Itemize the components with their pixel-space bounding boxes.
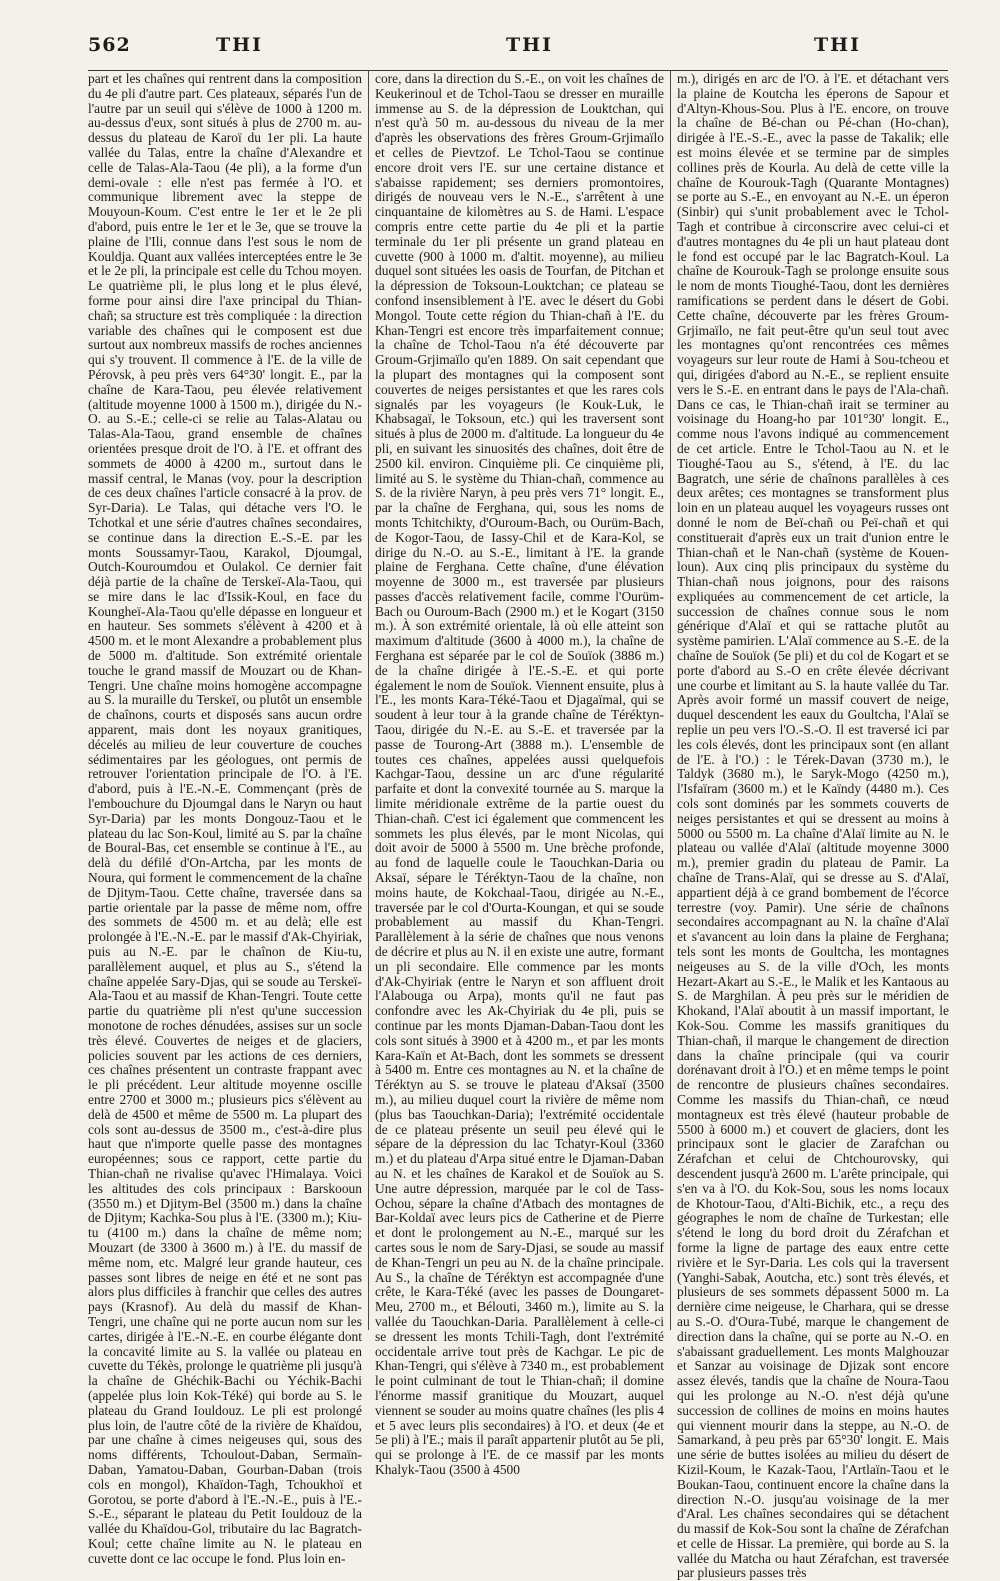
text-column-3 [677, 71, 949, 1581]
running-head-left: THI [216, 34, 263, 56]
column-2-text: core, dans la direction du S.-E., on voit les chaînes de Keukerinoul et de Tchol-Taou se dresser en muraille immense au S. de la dépression de Louktchan, qui n'est qu'à 50 m. au-dessous du niveau de la mer d'après les observations des frères Groum-Grjimaïlo et celles de Pievtzof. Le Tchol-Taou se continue encore droit vers l'E. sur une certaine distance et s'abaisse rapidement; ses derniers promontoires, dirigés de nouveau vers le N.-E., s'arrêtent à une cinquantaine de kilomètres au S. de Hami. L'espace compris entre cette partie du 4e pli et la partie terminale du 1er pli présente un grand plateau en cuvette (900 à 1000 m. d'altit. moyenne), au milieu duquel sont situées les oasis de Tourfan, de Pitchan et la dépression de Toksoun-Louktchan; ce plateau se confond insensiblement à l'E. avec le désert du Gobi Mongol. Toute cette région du Thian-chañ à l'E. du Khan-Tengri est encore très imparfaitement connue; la chaîne de Tchol-Taou n'a été découverte par Groum-Grjimaïlo qu'en 1889. On sait cependant que la plupart des montagnes qui la composent sont couvertes de neiges persistantes et que les rares cols signalés par les voyageurs (le Kouk-Luk, le Khabsagaï, le Toksoun, etc.) qui les traversent sont situés à plus de 2000 m. d'altitude. La longueur du 4e pli, en suivant les sinuosités des chaînes, doit être de 2500 kil. environ. Cinquième pli. Ce cinquième pli, limité au S. le système du Thian-chañ, commence au S. de la rivière Naryn, à peu près vers 71° longit. E., par la chaîne de Ferghana, qui, sous les noms de monts Tchitchikty, d'Ouroum-Bach, ou Ourüm-Bach, de Kogor-Taou, de Iassy-Chil et de Kara-Kol, se dirige du N.-O. au S.-E., limitant à l'E. la grande plaine de Ferghana. Cette chaîne, d'une élévation moyenne de 3000 m., est traversée par plusieurs passes d'accès relativement facile, comme l'Ourüm-Bach ou Ouroum-Bach (2900 m.) et le Kogart (3150 m.). À son extrémité orientale, là où elle atteint son maximum d'altitude (3600 à 4000 m.), la chaîne de Ferghana est séparée par le col de Souïok (3886 m.) de la chaîne dirigée à l'E.-S.-E. et qui porte également le nom de Souïok. Viennent ensuite, plus à l'E., les monts Kara-Téké-Taou et Djagaïmal, qui se soudent à leur tour à la grande chaîne de Téréktyn-Taou, dirigée du N.-E. au S.-E. et traversée par la passe de Tourong-Art (3888 m.). L'ensemble de toutes ces chaînes, appelées aussi quelquefois Kachgar-Taou, dessine un arc d'une régularité parfaite et dont la convexité tournée au S. marque la limite méridionale extrême de la partie ouest du Thian-chañ. C'est ici également que commencent les sommets les plus élevés, par le mont Nicolas, qui doit avoir de 5000 à 5500 m. Une brèche profonde, au fond de laquelle coule le Taouchkan-Daria ou Aksaï, sépare le Téréktyn-Taou de la chaîne, non moins haute, de Kokchaal-Taou, dirigée au N.-E., traversée par le col d'Ourta-Koungan, et qui se soude probablement au massif du Khan-Tengri. Parallèlement à la série de chaînes que nous venons de décrire et plus au N. il en existe une autre, formant un pli secondaire. Elle commence par les monts d'Ak-Chyiriak (entre le Naryn et son affluent droit l'Alabouga ou Arpa), monts qu'il ne faut pas confondre avec les Ak-Chyiriak du 4e pli, puis se continue par les monts Djaman-Daban-Taou dont les cols sont situés à 3900 et à 4200 m., et par les monts Kara-Kaïn et At-Bach, dont les sommets se dressent à 5400 m. Entre ces montagnes au N. et la chaîne de Téréktyn au S. se trouve le plateau d'Aksaï (3500 m.), au milieu duquel court la rivière de même nom (plus bas Taouchkan-Daria); l'extrémité occidentale de ce plateau présente un seuil peu élevé qui le sépare de la dépression du lac Tchatyr-Koul (3360 m.) et du plateau d'Arpa situé entre le Djaman-Daban au N. et les chaînes de Karakol et de Souïok au S. Une autre dépression, marquée par le col de Tass-Ochou, sépare la chaîne d'Atbach des montagnes de Bar-Koldaï avec leurs pics de Catherine et de Pierre et dont le prolongement au N.-E., marqué sur les cartes sous le nom de Sary-Djasi, se soude au massif de Khan-Tengri un peu au N. de la chaîne principale. Au S., la chaîne de Téréktyn est accompagnée d'une crête, le Kara-Téké (avec les passes de Doungaret-Meu, 2700 m., et Bélouti, 3460 m.), limite au S. la vallée du Taouchkan-Daria. Parallèlement à celle-ci se dressent les monts Tchili-Tagh, dont l'extrémité occidentale arrive tout près de Kachgar. Le pic de Khan-Tengri, qui s'élève à 7340 m., est probablement le point culminant de tout le Thian-chañ; il domine l'énorme massif granitique du Mouzart, auquel viennent se souder au moins quatre chaînes (les plis 4 et 5 avec leurs plis secondaires) à l'O. et deux (4e et 5e pli) à l'E.; mais il paraît appartenir plutôt au 5e pli, qui se prolonge à l'E. de ce massif par les monts Khalyk-Taou (3500 à 4500 [375, 71, 664, 1477]
text-column-2 [375, 71, 664, 1477]
column-divider-2 [670, 70, 671, 1330]
page-number: 562 [88, 34, 131, 56]
column-1-text: part et les chaînes qui rentrent dans la composition du 4e pli d'autre part. Ces plateaux, séparés l'un de l'autre par un seuil qui s'élève de 1000 à 1200 m. au-dessus d'eux, sont situés à plus de 2700 m. au-dessus du plateau de Karoï du 1er pli. La haute vallée du Talas, entre la chaîne d'Alexandre et celle de Talas-Ala-Taou (4e pli), a la forme d'un demi-ovale : elle n'est pas fermée à l'O. et communique librement avec la steppe de Mouyoun-Koum. C'est entre le 1er et le 2e pli d'abord, puis entre le 1er et le 3e, que se trouve la plaine de l'Ili, connue dans l'est sous le nom de Kouldja. Quant aux vallées interceptées entre le 3e et le 2e pli, la principale est celle du Tchou moyen. Le quatrième pli, le plus long et le plus élevé, forme pour ainsi dire l'axe principal du Thian-chañ; sa structure est très compliquée : la direction variable des chaînes qui le composent est due surtout aux nombreux massifs de roches anciennes qui s'y trouvent. Il commence à l'E. de la ville de Pérovsk, à peu près vers 64°30' longit. E., par la chaîne de Kara-Taou, peu élevée relativement (altitude moyenne 1000 à 1500 m.), dirigée du N.-O. au S.-E.; celle-ci se relie au Talas-Alatau ou Talas-Ala-Taou, grand ensemble de chaînes orientées presque droit de l'O. à l'E. et offrant des sommets de 4000 à 4200 m., surtout dans le massif central, le Manas (voy. pour la description de ces deux chaînes l'article consacré à la prov. de Syr-Daria). Le Talas, qui détache vers l'O. le Tchotkal et une série d'autres chaînes secondaires, se continue dans la direction E.-S.-E. par les monts Soussamyr-Taou, Karakol, Djoumgal, Outch-Kouroumdou et Oulakol. Ce dernier fait déjà partie de la chaîne de Terskeï-Ala-Taou, qui se mire dans le lac d'Issik-Koul, en face du Koungheï-Ala-Taou qu'elle dépasse en longueur et en hauteur. Ses sommets s'élèvent à 4200 et à 4500 m. et le mont Alexandre a probablement plus de 5000 m. d'altitude. Son extrémité orientale touche le grand massif de Mouzart ou de Khan-Tengri. Une chaîne moins homogène accompagne au S. la muraille du Terskeï, ou plutôt un ensemble de chaînons, courts et disposés sans aucun ordre apparent, mais dont les noyaux granitiques, décelés au milieu de leur couverture de couches sédimentaires par les géologues, ont permis de retrouver l'orientation principale de l'O. à l'E. d'abord, puis à l'E.-N.-E. Commençant (près de l'embouchure du Djoumgal dans le Naryn ou haut Syr-Daria) par les monts Dongouz-Taou et le plateau du lac Son-Koul, limité au S. par la chaîne de Boural-Bas, cet ensemble se continue à l'E., au delà du défilé d'On-Artcha, par les monts de Noura, qui forment le commencement de la chaîne de Djitym-Taou. Cette chaîne, traversée dans sa partie orientale par la passe de même nom, offre des sommets de 4500 m. et au delà; elle est prolongée à l'E.-N.-E. par le massif d'Ak-Chyiriak, puis au N.-E. par le chaînon de Kiu-tu, parallèlement auquel, et plus au S., s'étend la chaîne appelée Sary-Djas, qui se soude au Terskeï-Ala-Taou et au massif de Khan-Tengri. Toute cette partie du quatrième pli n'est qu'une succession monotone de roches dénudées, assises sur un socle très élevé. Couvertes de neiges et de glaciers, policies souvent par les actions de ces derniers, ces chaînes présentent un contraste frappant avec le pli précédent. Leur altitude moyenne oscille entre 2700 et 3000 m.; plusieurs pics s'élèvent au delà de 4500 et même de 5500 m. La plupart des cols sont au-dessus de 3500 m., c'est-à-dire plus haut que n'importe quelle passe des montagnes européennes; sous ce rapport, cette partie du Thian-chañ ne rivalise qu'avec l'Himalaya. Voici les altitudes des cols principaux : Barskooun (3550 m.) et Djitym-Bel (3500 m.) dans la chaîne de Djitym; Kachka-Sou plus à l'E. (3300 m.); Kiu-tu (4100 m.) dans la chaîne de même nom; Mouzart (de 3300 à 3600 m.) à l'E. du massif de même nom, etc. Malgré leur grande hauteur, ces passes sont libres de neige en été et ne sont pas alors plus difficiles à franchir que celles des autres pays (Krasnof). Au delà du massif de Khan-Tengri, une chaîne qui ne porte aucun nom sur les cartes, dirigée à l'E.-N.-E. en courbe élégante dont la concavité limite au S. la vallée ou plateau en cuvette du Tékès, prolonge le quatrième pli jusqu'à la chaîne de Ghéchik-Bachi ou Yéchik-Bachi (appelée plus loin Kok-Téké) qui borde au S. le plateau du Grand Iouldouz. Le pli est prolongé plus loin, de l'autre côté de la rivière de Khaïdou, par une chaîne à cimes neigeuses qui, sous des noms différents, Tchoulout-Daban, Sermaïn-Daban, Yamatou-Daban, Gourban-Daban (trois cols en mongol), Khaïdon-Tagh, Tchoukhoï et Gorotou, se porte d'abord à l'E.-N.-E., puis à l'E.-S.-E., séparant le plateau du Petit Iouldouz de la vallée du Khaïdou-Gol, tributaire du lac Bagratch-Koul; cette chaîne limite au N. le plateau en cuvette dont ce lac occupe le fond. Plus loin en- [88, 71, 362, 1566]
page-header [88, 26, 948, 66]
text-column-1 [88, 71, 362, 1566]
running-head-center: THI [506, 34, 553, 56]
running-head-right: THI [814, 34, 861, 56]
column-3-text: m.), dirigés en arc de l'O. à l'E. et détachant vers la plaine de Koutcha les éperons de Sapour et d'Altyn-Khous-Sou. Plus à l'E. encore, on trouve la chaîne de Bé-chan ou Pé-chan (Ho-chan), dirigée à l'E.-S.-E., avec la passe de Takalik; elle est moins élevée et se termine par de simples collines près de Kourla. Au delà de cette ville la chaîne de Kourouk-Tagh (Quarante Montagnes) se porte au S.-E., en envoyant au N.-E. un éperon (Sinbir) qui s'unit probablement avec le Tchol-Tagh et contribue à circonscrire avec celui-ci et d'autres montagnes du 4e pli un haut plateau dont le fond est occupé par le lac Bagratch-Koul. La chaîne de Kourouk-Tagh se prolonge ensuite sous le nom de monts Tioughé-Taou, dont les dernières ramifications se perdent dans le désert de Gobi. Cette chaîne, découverte par les frères Groum-Grjimaïlo, ne fait peut-être qu'un seul tout avec les montagnes qu'ont rencontrées ces mêmes voyageurs sur leur route de Hami à Sou-tcheou et qui, dirigées d'abord au N.-E., se replient ensuite vers le S.-E. en entrant dans le pays de l'Ala-chañ. Dans ce cas, le Thian-chañ irait se terminer au voisinage du Hoang-ho par 101°30' longit. E., comme nous l'avons indiqué au commencement de cet article. Entre le Tchol-Taou au N. et le Tioughé-Taou au S., s'étend, à l'E. du lac Bagratch, une série de chaînons parallèles à ces deux arêtes; ces montagnes se transforment plus loin en un plateau auquel les voyageurs russes ont donné le nom de Beï-chañ ou Peï-chañ et qui constituerait d'après eux un trait d'union entre le Thian-chañ et le Nan-chañ (système de Kouen-loun). Aux cinq plis principaux du système du Thian-chañ nous joignons, pour des raisons expliquées au commencement de cet article, la succession de chaînes connue sous le nom générique d'Alaï et qui se rattache plutôt au système pamirien. L'Alaï commence au S.-E. de la chaîne de Souïok (5e pli) et du col de Kogart et se porte d'abord au S.-O en crête élevée décrivant une courbe et limitant au S. la haute vallée du Tar. Après avoir formé un massif couvert de neige, duquel descendent les eaux du Goultcha, l'Alaï se replie un peu vers l'O.-S.-O. Il est traversé ici par les cols élevés, dont les principaux sont (en allant de l'E. à l'O.) : le Térek-Davan (3730 m.), le Taldyk (3680 m.), le Saryk-Mogo (4250 m.), l'Isfaïram (3600 m.) et le Kaïndy (4480 m.). Ces cols sont dominés par les sommets couverts de neiges persistantes et qui se dressent au moins à 5000 ou 5500 m. La chaîne d'Alaï limite au N. le plateau ou vallée d'Alaï (altitude moyenne 3000 m.), premier gradin du plateau de Pamir. La chaîne de Trans-Alaï, qui se dresse au S. d'Alaï, appartient déjà à ce grand bombement de l'écorce terrestre (voy. Pamir). Une série de chaînons secondaires accompagnant au N. la chaîne d'Alaï et s'avancent au loin dans la plaine de Ferghana; tels sont les monts de Goultcha, les montagnes neigeuses au S. de la ville d'Och, les monts Hezart-Akart au S.-E., le Malik et les Kantaous au S. de Marghilan. À peu près sur le méridien de Khokand, l'Alaï aboutit à un massif important, le Kok-Sou. Comme les massifs granitiques du Thian-chañ, il marque le changement de direction dans la chaîne principale (qui va courir dorénavant droit à l'O.) et en même temps le point de rencontre de plusieurs chaînes secondaires. Comme les massifs du Thian-chañ, ce nœud montagneux est très élevé (hauteur probable de 5500 à 6000 m.) et couvert de glaciers, dont les principaux sont le glacier de Zarafchan ou Zérafchan et celui de Chtchourovsky, qui descendent jusqu'à 2600 m. L'arête principale, qui s'en va à l'O. du Kok-Sou, sous les noms locaux de Khotour-Taou, d'Alti-Bichik, etc., a reçu des géographes le nom de chaîne de Turkestan; elle s'étend le long du bord droit du Zérafchan et forme la ligne de partage des eaux entre cette rivière et le Syr-Daria. Les cols qui la traversent (Yanghi-Sabak, Aoutcha, etc.) sont très élevés, et plusieurs de ses sommets dépassent 5000 m. La dernière cime neigeuse, le Charhara, qui se dresse au S.-O. d'Oura-Tubé, marque le changement de direction dans la chaîne, qui se porte au N.-O. en s'abaissant graduellement. Les monts Malghouzar et Sanzar au voisinage de Djizak sont encore assez élevés, tandis que la chaîne de Noura-Taou qui les prolonge au N.-O. n'est déjà qu'une succession de collines de moins en moins hautes qui viennent mourir dans la steppe, au N.-O. de Samarkand, à peu près par 65°30' longit. E. Mais une série de buttes isolées au milieu du désert de Kizil-Koum, le Kazak-Taou, l'Artlaïn-Taou et le Boukan-Taou, continuent encore la chaîne dans la direction N.-O. jusqu'au voisinage de la mer d'Aral. Les chaînes secondaires qui se détachent du massif de Kok-Sou sont la chaîne de Zérafchan et celle de Hissar. La première, qui borde au S. la vallée du Matcha ou haut Zérafchan, est traversée par plusieurs passes très [677, 71, 949, 1581]
column-divider-1 [368, 70, 369, 1330]
